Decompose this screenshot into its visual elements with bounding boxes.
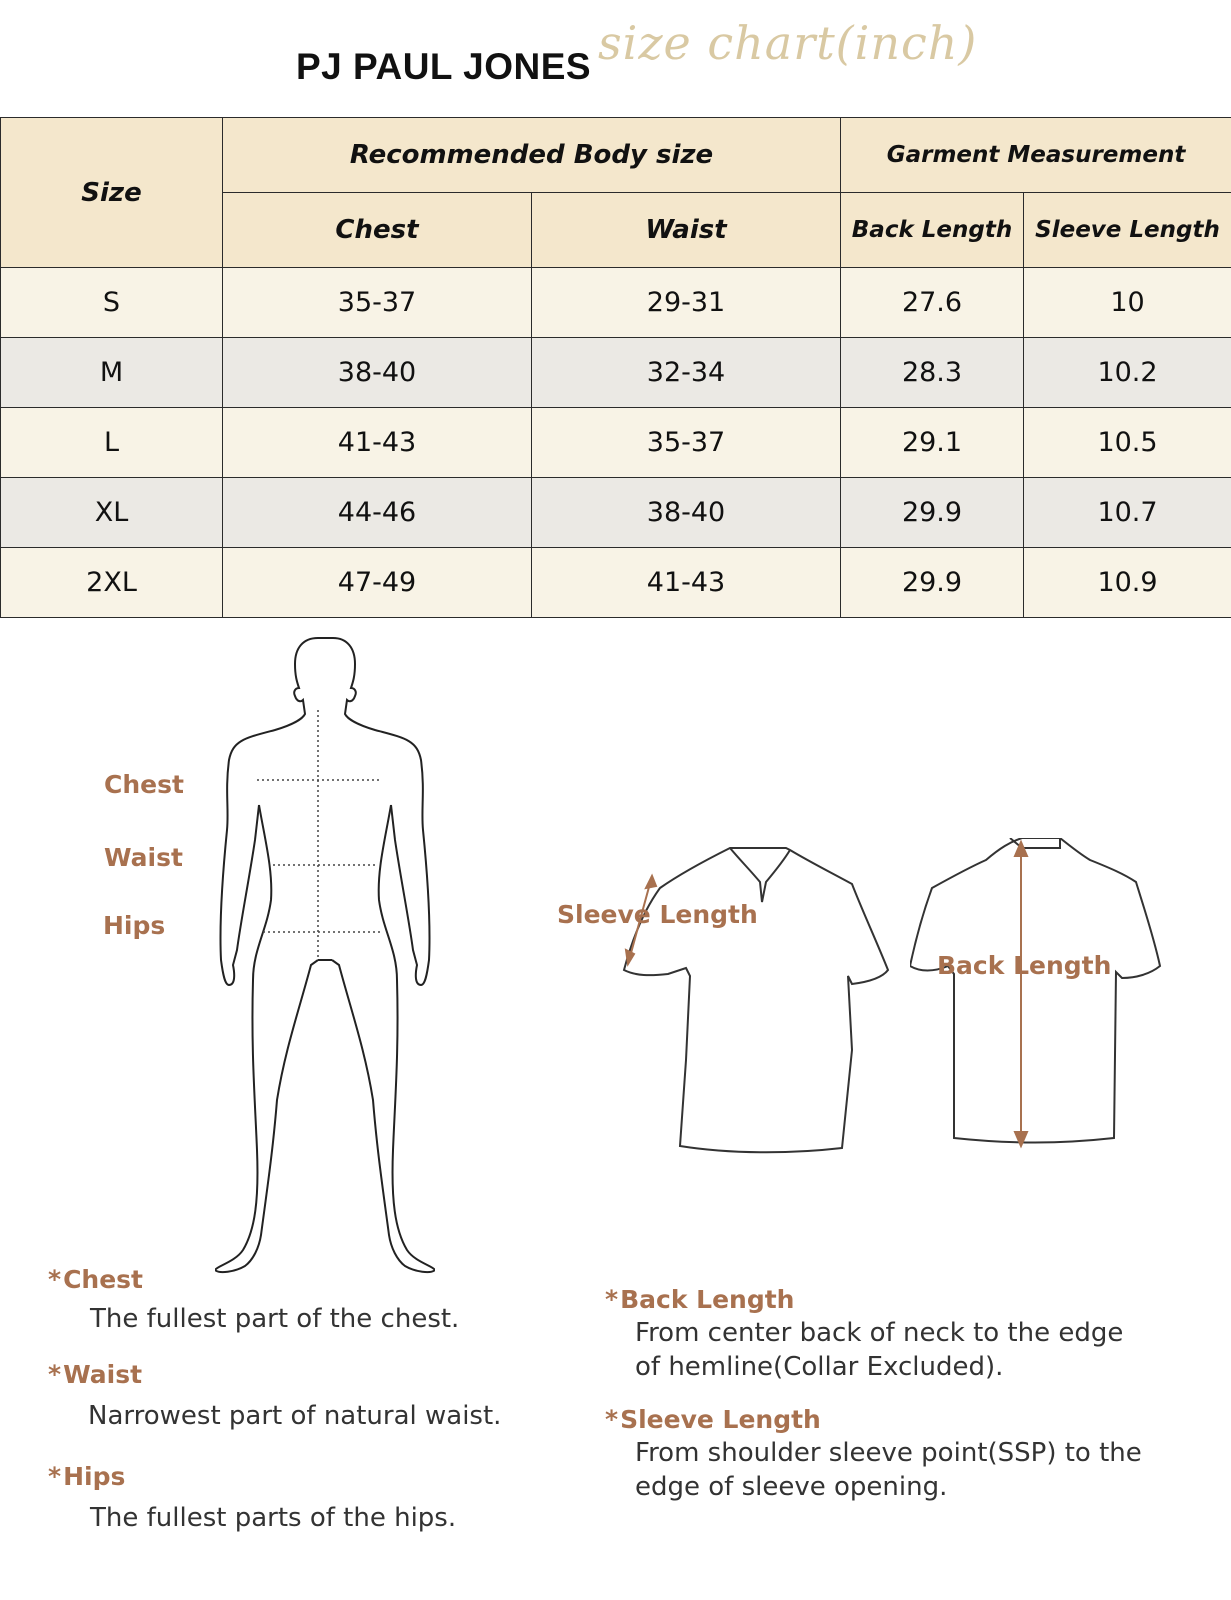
cell-size: M	[1, 338, 223, 408]
definition-text: Narrowest part of natural waist.	[88, 1401, 502, 1431]
definition-term: Sleeve Length	[620, 1405, 821, 1434]
body-figure-illustration	[215, 630, 435, 1290]
label-hips: Hips	[103, 911, 166, 940]
cell-waist: 38-40	[532, 478, 841, 548]
cell-waist: 41-43	[532, 548, 841, 618]
definition-sleeve-length: *Sleeve Length From shoulder sleeve point(SSP) to the edge of sleeve opening.	[605, 1405, 1142, 1502]
cell-chest: 38-40	[223, 338, 532, 408]
group-header-body: Recommended Body size	[223, 118, 841, 193]
definition-text: The fullest parts of the hips.	[90, 1503, 457, 1533]
cell-chest: 35-37	[223, 268, 532, 338]
table-header-row	[1, 118, 1231, 193]
definition-text: The fullest part of the chest.	[90, 1304, 460, 1334]
cell-back-length: 29.9	[841, 478, 1024, 548]
cell-waist: 32-34	[532, 338, 841, 408]
definition-text-line1: From center back of neck to the edge	[635, 1318, 1124, 1348]
definition-term: Back Length	[620, 1285, 795, 1314]
label-sleeve-length: Sleeve Length	[557, 900, 758, 929]
cell-size: L	[1, 408, 223, 478]
table-row	[1, 548, 1231, 618]
cell-sleeve-length: 10.5	[1024, 408, 1231, 478]
column-header-waist: Waist	[532, 193, 841, 268]
cell-size: XL	[1, 478, 223, 548]
cell-back-length: 29.1	[841, 408, 1024, 478]
definition-back-length: *Back Length From center back of neck to the edge of hemline(Collar Excluded).	[605, 1285, 1124, 1382]
column-header-sleeve-length: Sleeve Length	[1024, 193, 1231, 268]
cell-size: S	[1, 268, 223, 338]
cell-sleeve-length: 10.2	[1024, 338, 1231, 408]
definition-chest: *Chest The fullest part of the chest.	[48, 1265, 460, 1334]
size-header: Size	[1, 118, 223, 268]
brand-name: PJ PAUL JONES	[296, 46, 592, 87]
cell-waist: 35-37	[532, 408, 841, 478]
column-header-chest: Chest	[223, 193, 532, 268]
label-chest: Chest	[104, 770, 184, 799]
table-row	[1, 478, 1231, 548]
cell-chest: 41-43	[223, 408, 532, 478]
cell-waist: 29-31	[532, 268, 841, 338]
definition-text-line2: of hemline(Collar Excluded).	[635, 1352, 1004, 1382]
label-waist: Waist	[104, 843, 183, 872]
cell-sleeve-length: 10	[1024, 268, 1231, 338]
cell-back-length: 27.6	[841, 268, 1024, 338]
header	[0, 10, 1231, 110]
definition-waist: *Waist Narrowest part of natural waist.	[48, 1360, 502, 1431]
table-row	[1, 338, 1231, 408]
size-table	[0, 117, 1231, 618]
definition-term: Chest	[63, 1265, 144, 1294]
cell-sleeve-length: 10.7	[1024, 478, 1231, 548]
shirt-back-illustration	[910, 838, 1190, 1178]
shirt-front-illustration	[620, 840, 910, 1180]
cell-back-length: 29.9	[841, 548, 1024, 618]
definition-text-line2: edge of sleeve opening.	[635, 1472, 948, 1502]
cell-chest: 47-49	[223, 548, 532, 618]
definition-hips: *Hips The fullest parts of the hips.	[48, 1462, 457, 1533]
definition-term: Hips	[63, 1462, 126, 1491]
cell-back-length: 28.3	[841, 338, 1024, 408]
cell-sleeve-length: 10.9	[1024, 548, 1231, 618]
cell-size: 2XL	[1, 548, 223, 618]
table-row	[1, 408, 1231, 478]
definition-text-line1: From shoulder sleeve point(SSP) to the	[635, 1438, 1142, 1468]
label-back-length: Back Length	[937, 951, 1112, 980]
group-header-garment: Garment Measurement	[841, 118, 1231, 193]
cell-chest: 44-46	[223, 478, 532, 548]
chart-subtitle: size chart(inch)	[598, 16, 978, 70]
definition-term: Waist	[63, 1360, 143, 1389]
table-row	[1, 268, 1231, 338]
column-header-back-length: Back Length	[841, 193, 1024, 268]
